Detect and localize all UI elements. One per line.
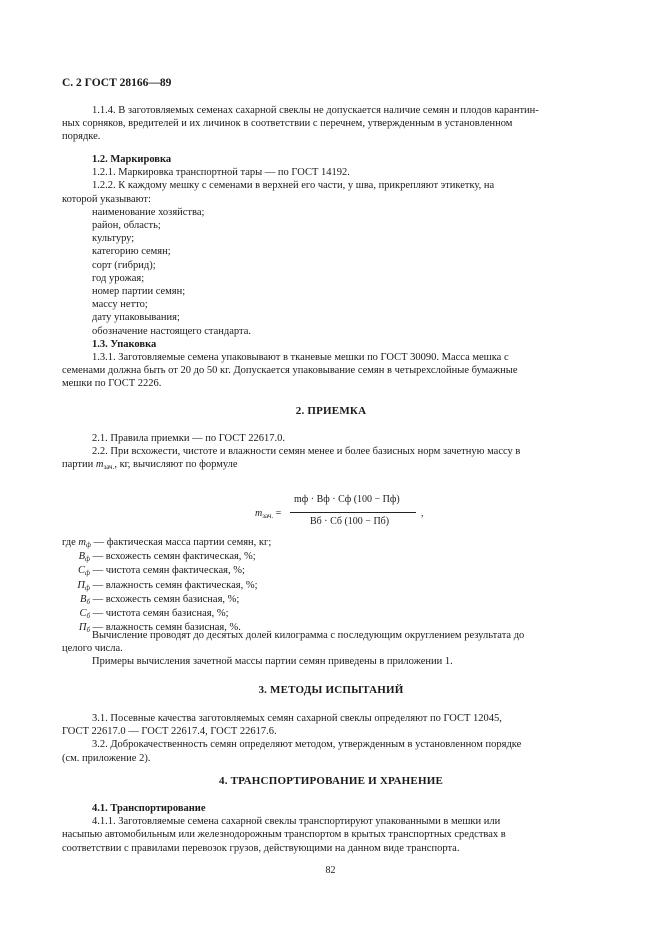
text-line: 1.2.2. К каждому мешку с семенами в верхней его части, у шва, прикрепляют этикетку, на — [92, 180, 495, 192]
subheading-4-1: 4.1. Транспортирование — [92, 803, 206, 814]
text-line: ных сорняков, вредителей и их личинок в соответствии с перечнем, утвержденным в установленном — [62, 118, 513, 130]
formula-comma: , — [421, 508, 424, 519]
variable-row — [62, 550, 271, 564]
section-3-title: 3. МЕТОДЫ ИСПЫТАНИЙ — [258, 684, 404, 696]
section-4-body — [62, 802, 600, 855]
text-line: соответствии с правилами перевозок грузов, действующими на данном виде транспорта. — [62, 842, 460, 854]
label-items-list — [62, 206, 600, 338]
text-line: мешки по ГОСТ 2226. — [62, 378, 162, 390]
variable-symbol: Пф — [77, 579, 90, 592]
text-line: 2.2. При всхожести, чистоте и влажности семян менее и более базисных норм зачетную массу в — [92, 446, 521, 458]
where-label: где — [62, 537, 76, 548]
variable-row — [62, 607, 271, 621]
list-item: номер партии семян; — [92, 286, 186, 298]
variable-description: — всхожесть семян фактическая, %; — [92, 551, 256, 563]
text-line: насыпью автомобильным или железнодорожным транспортом в крытых транспортных средствах в — [62, 829, 506, 841]
text-line — [62, 458, 600, 472]
list-item: год урожая; — [92, 272, 145, 284]
variable-symbol: mф — [78, 537, 91, 549]
text-line: (см. приложение 2). — [62, 752, 151, 764]
calc-notes — [62, 629, 600, 669]
variables-list — [62, 536, 271, 635]
text-line: 1.3.1. Заготовляемые семена упаковывают в тканевые мешки по ГОСТ 30090. Масса мешка с — [92, 352, 509, 364]
formula-numerator: mф · Вф · Сф (100 − Пф) — [294, 494, 400, 505]
list-item: обозначение настоящего стандарта. — [92, 325, 252, 337]
list-item: сорт (гибрид); — [92, 259, 156, 271]
page-number: 82 — [325, 865, 336, 876]
section-3-body — [62, 712, 600, 765]
paragraph-1-2-1: 1.2.1. Маркировка транспортной тары — по ГОСТ 14192. — [92, 167, 350, 179]
text-fragment: , кг, вычисляют по формуле — [114, 459, 238, 471]
paragraph-1-1-4 — [62, 104, 600, 144]
list-item: категорию семян; — [92, 246, 171, 258]
list-item: дату упаковывания; — [92, 312, 180, 324]
text-line: целого числа. — [62, 643, 123, 655]
variable-symbol: Сф — [78, 565, 90, 578]
text-line: порядке. — [62, 131, 101, 143]
text-line: 4.1.1. Заготовляемые семена сахарной свеклы транспортируют упакованными в мешки или — [92, 816, 501, 828]
text-line: семенами должна быть от 20 до 50 кг. Допускается упаковывание семян в четырехслойные бумажные — [62, 365, 518, 377]
text-line: ГОСТ 22617.0 — ГОСТ 22617.4, ГОСТ 22617.6. — [62, 726, 277, 738]
text-line: Вычисление проводят до десятых долей килограмма с последующим округлением результата до — [92, 630, 525, 641]
mass-symbol: m — [95, 459, 104, 471]
variable-description: — фактическая масса партии семян, кг; — [93, 537, 272, 548]
paragraph-examples: Примеры вычисления зачетной массы партии семян приведены в приложении 1. — [92, 656, 453, 668]
list-item: массу нетто; — [92, 299, 148, 311]
variable-row — [62, 593, 271, 607]
variable-symbol: Пб — [78, 622, 90, 635]
variable-symbol: Сб — [79, 608, 90, 621]
section-2-title: 2. ПРИЕМКА — [295, 405, 367, 417]
variable-row — [62, 579, 271, 593]
variable-row — [62, 536, 271, 550]
formula-lhs-subscript: зач. — [262, 512, 274, 520]
formula-denominator: Вб · Сб (100 − Пб) — [310, 516, 390, 527]
list-item: район, область; — [92, 220, 161, 232]
variable-symbol: Вф — [78, 551, 90, 564]
text-line: 3.2. Доброкачественность семян определяют методом, утвержденным в установленном порядке — [92, 739, 522, 751]
variable-description: — чистота семян фактическая, %; — [92, 565, 245, 577]
text-line: 3.1. Посевные качества заготовляемых семян сахарной свеклы определяют по ГОСТ 12045, — [92, 713, 502, 724]
formula-equals: = — [275, 508, 282, 519]
subheading-1-3: 1.3. Упаковка — [92, 338, 157, 350]
text-line: которой указывают: — [62, 193, 151, 205]
formula-lhs-symbol: m — [255, 508, 263, 519]
section-1-2 — [62, 153, 600, 391]
list-item: культуру; — [92, 233, 135, 245]
variable-description: — влажность семян базисная, %. — [92, 622, 241, 634]
variable-description: — чистота семян базисная, %; — [92, 608, 229, 620]
variable-symbol: Вб — [80, 593, 90, 606]
text-fragment: партии — [62, 459, 94, 471]
paragraph-2-1: 2.1. Правила приемки — по ГОСТ 22617.0. — [92, 433, 286, 444]
variable-description: — влажность семян фактическая, %; — [92, 579, 258, 591]
subheading-1-2: 1.2. Маркировка — [92, 154, 172, 165]
list-item: наименование хозяйства; — [92, 206, 205, 218]
mass-subscript: зач. — [103, 463, 115, 472]
page-header: С. 2 ГОСТ 28166—89 — [62, 77, 172, 89]
variable-row — [62, 564, 271, 578]
fraction-bar — [290, 512, 416, 513]
section-2-body — [62, 432, 600, 473]
text-line: 1.1.4. В заготовляемых семенах сахарной свеклы не допускается наличие семян и плодов карантин- — [92, 105, 539, 116]
variable-description: — всхожесть семян базисная, %; — [92, 593, 240, 605]
formula — [255, 494, 435, 538]
section-4-title: 4. ТРАНСПОРТИРОВАНИЕ И ХРАНЕНИЕ — [219, 775, 443, 787]
formula-lhs — [255, 508, 281, 519]
